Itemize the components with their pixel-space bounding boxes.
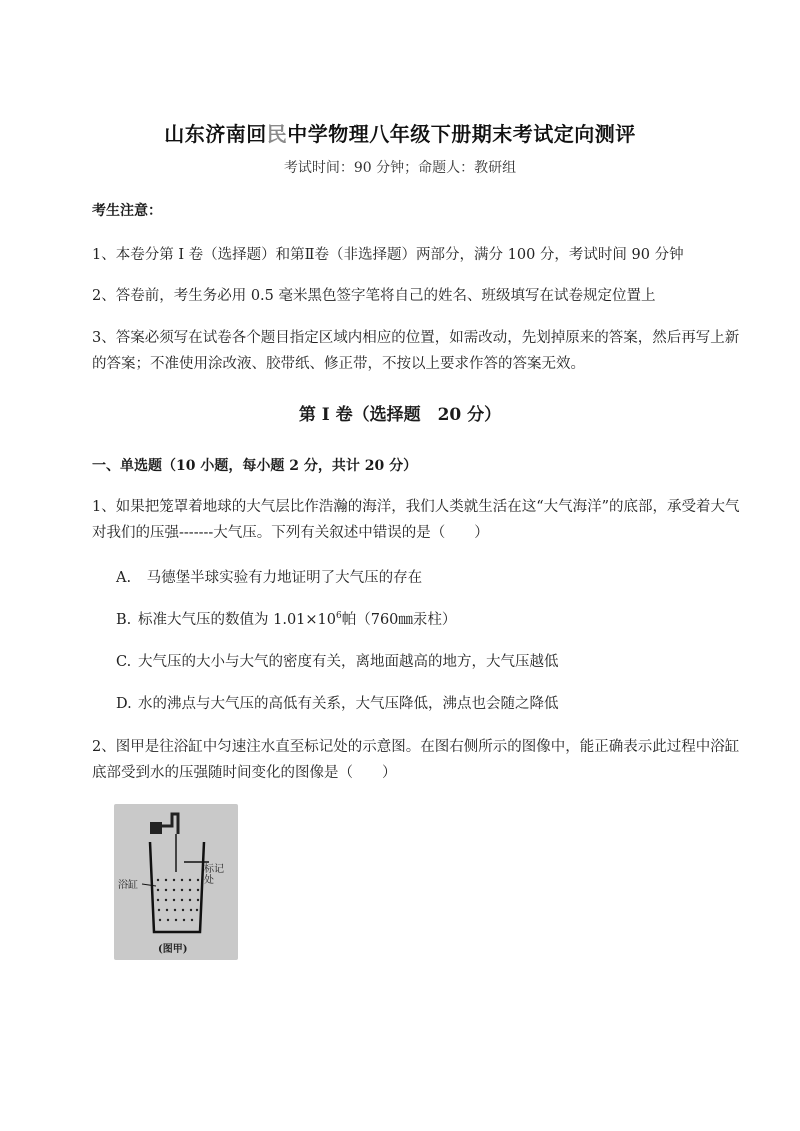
option-text-post: 帕（760㎜汞柱）: [341, 612, 457, 628]
figure-caption: (图甲): [158, 944, 188, 955]
page-title: [0, 118, 800, 147]
option-letter: D.: [116, 696, 132, 712]
option-exponent: 6: [336, 611, 342, 622]
mark-label: 标记处: [204, 864, 224, 886]
notice-item-2: 2、答卷前，考生务必用 0.5 毫米黑色签字笔将自己的姓名、班级填写在试卷规定位置上: [92, 288, 656, 304]
question-1-option-b: [116, 608, 456, 629]
notice-item-1: 1、本卷分第 I 卷（选择题）和第Ⅱ卷（非选择题）两部分，满分 100 分，考试时间 90 分钟: [92, 247, 684, 263]
tub-pointer: [142, 884, 156, 886]
option-letter: A.: [116, 570, 132, 586]
option-text-pre: 标准大气压的数值为 1.01×10: [138, 612, 336, 628]
question-1-stem: 1、如果把笼罩着地球的大气层比作浩瀚的海洋，我们人类就生活在这“大气海洋”的底部，承受着大气对我们的压强-------大气压。下列有关叙述中错误的是（ ）: [92, 499, 740, 541]
question-1-option-d: [116, 692, 559, 713]
faucet-icon: [150, 822, 162, 834]
notice-heading: 考生注意：: [92, 203, 162, 219]
title-part-1: 山东济南回: [164, 122, 267, 146]
section-title: 第 I 卷（选择题 20 分）: [298, 405, 502, 425]
option-letter: C.: [116, 654, 132, 670]
faucet-pipe: [162, 814, 178, 834]
option-text: 大气压的大小与大气的密度有关，离地面越高的地方，大气压越低: [138, 654, 559, 670]
part-heading: 一、单选题（10 小题，每小题 2 分，共计 20 分）: [92, 458, 418, 474]
question-1-option-c: [116, 650, 559, 671]
title-highlighted-char: 民: [266, 122, 288, 146]
water-dots: [157, 879, 199, 921]
tub-label: 浴缸: [118, 880, 138, 891]
notice-item-3: 3、答案必须写在试卷各个题目指定区域内相应的位置，如需改动，先划掉原来的答案，然后再写上新的答案；不准使用涂改液、胶带纸、修正带，不按以上要求作答的答案无效。: [92, 330, 740, 372]
title-part-2: 中学物理八年级下册期末考试定向测评: [287, 122, 636, 146]
question-1-option-a: [116, 566, 422, 587]
exam-info: 考试时间：90 分钟；命题人：教研组: [283, 160, 517, 176]
question-2-stem: 2、图甲是往浴缸中匀速注水直至标记处的示意图。在图右侧所示的图像中，能正确表示此过程中浴缸底部受到水的压强随时间变化的图像是（ ）: [92, 739, 740, 781]
option-text: 马德堡半球实验有力地证明了大气压的存在: [146, 570, 423, 586]
bathtub-figure: [114, 804, 238, 960]
option-letter: B.: [116, 612, 132, 628]
option-text: 水的沸点与大气压的高低有关系，大气压降低，沸点也会随之降低: [138, 696, 559, 712]
